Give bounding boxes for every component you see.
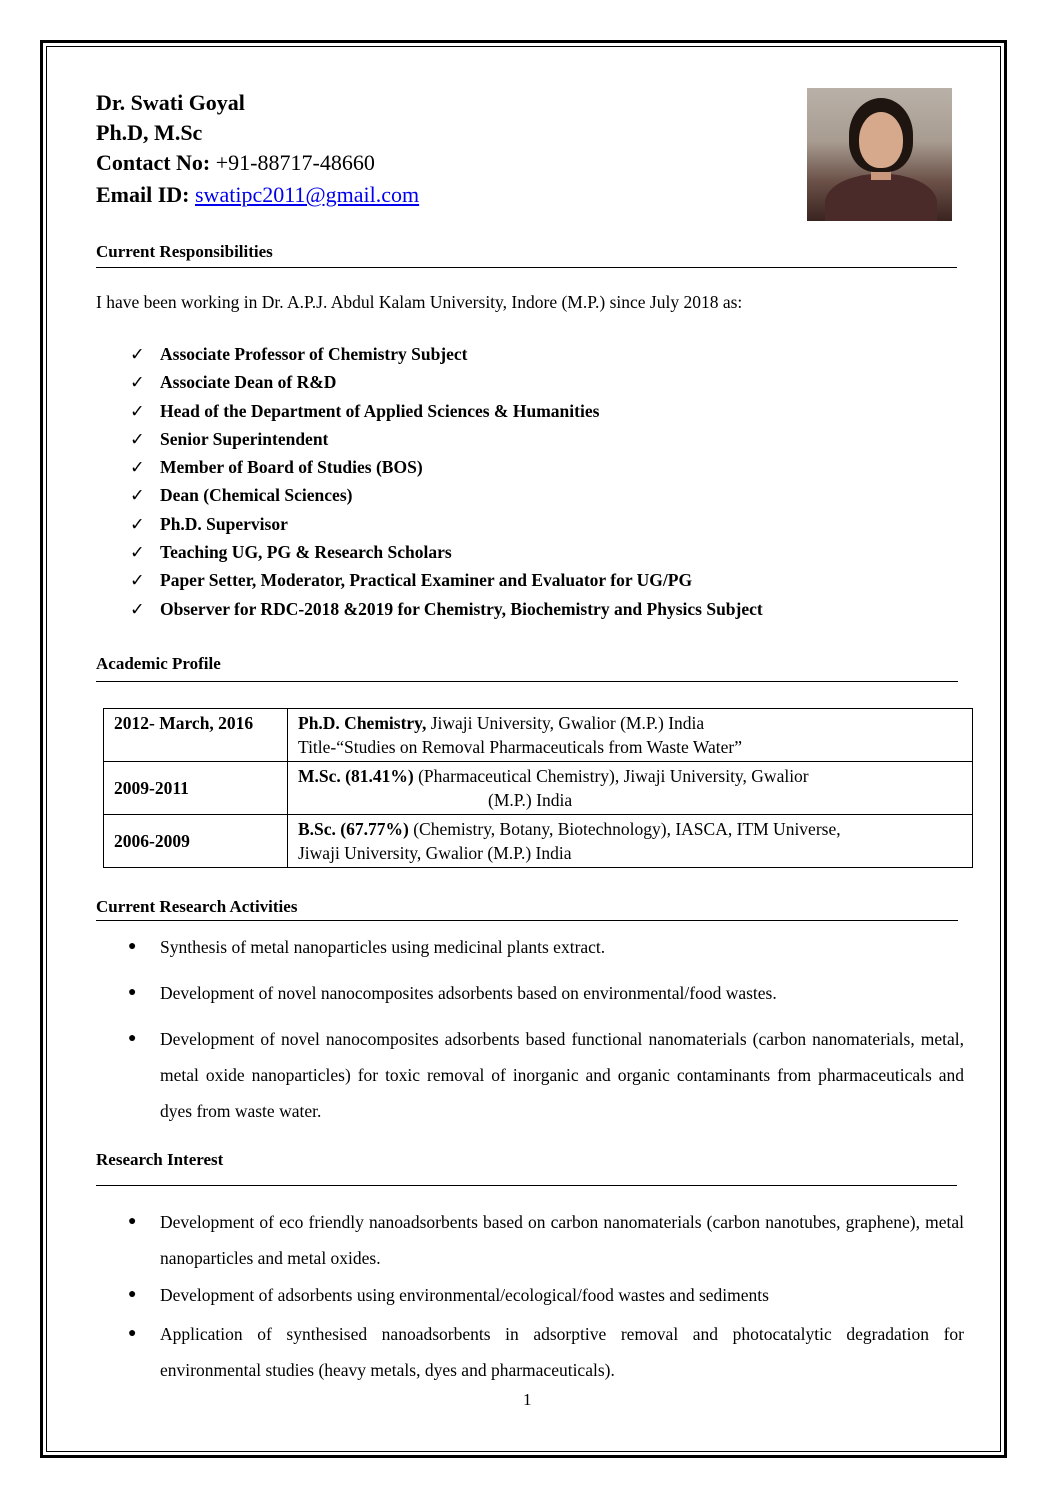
check-icon: ✓: [130, 457, 145, 478]
section-title-academic: Academic Profile: [96, 654, 221, 673]
list-item: ✓ Associate Dean of R&D: [130, 370, 763, 398]
profile-photo: [807, 88, 952, 221]
check-icon: ✓: [130, 598, 145, 619]
list-item: ✓ Observer for RDC-2018 &2019 for Chemistry, Biochemistry and Physics Subject: [130, 597, 763, 625]
page-number: 1: [523, 1390, 532, 1409]
section-rule: [96, 267, 957, 268]
list-item: ✓ Senior Superintendent: [130, 427, 763, 455]
list-item: ● Application of synthesised nanoadsorbents in adsorptive removal and photocatalytic degradation for environmental studies (heavy metals, dyes and pharmaceuticals).: [128, 1316, 964, 1388]
email-link[interactable]: swatipc2011@gmail.com: [195, 182, 420, 207]
name: Dr. Swati Goyal: [96, 90, 245, 115]
list-item: ● Synthesis of metal nanoparticles using medicinal plants extract.: [128, 937, 606, 957]
bullet-icon: ●: [128, 985, 137, 1000]
list-item: ● Development of eco friendly nanoadsorbents based on carbon nanomaterials (carbon nanotubes, graphene), metal nanoparticles and metal oxides.: [128, 1204, 964, 1276]
degree-cell: B.Sc. (67.77%) (Chemistry, Botany, Biotechnology), IASCA, ITM Universe, Jiwaji University, Gwalior (M.P.) India: [288, 815, 973, 868]
check-icon: ✓: [130, 513, 145, 534]
email-line: [96, 180, 419, 210]
bullet-icon: ●: [128, 1326, 137, 1341]
check-icon: ✓: [130, 428, 145, 449]
year-cell: 2012- March, 2016: [104, 709, 288, 762]
bullet-icon: ●: [128, 939, 137, 954]
year-cell: 2009-2011: [104, 762, 288, 815]
table-row: [104, 815, 973, 868]
check-icon: ✓: [130, 372, 145, 393]
contact-value: +91-88717-48660: [210, 150, 375, 175]
research-interest-list: [128, 1204, 964, 1388]
list-item: ✓ Ph.D. Supervisor: [130, 512, 763, 540]
bullet-icon: ●: [128, 1287, 137, 1302]
list-item: ● Development of novel nanocomposites adsorbents based functional nanomaterials (carbon nanomaterials, metal, metal oxide nanoparticles) for toxic removal of inorganic and organic contaminants from pharmaceuticals and dyes from waste water.: [128, 1021, 964, 1129]
email-label: Email ID:: [96, 182, 190, 207]
responsibilities-intro: I have been working in Dr. A.P.J. Abdul Kalam University, Indore (M.P.) since July 2018 as:: [96, 292, 743, 312]
check-icon: ✓: [130, 400, 145, 421]
section-title-responsibilities: Current Responsibilities: [96, 242, 273, 261]
bullet-icon: ●: [128, 1214, 137, 1229]
check-icon: ✓: [130, 570, 145, 591]
list-item: ✓ Paper Setter, Moderator, Practical Examiner and Evaluator for UG/PG: [130, 568, 763, 596]
section-title-research-interest: Research Interest: [96, 1150, 224, 1169]
section-rule: [96, 920, 958, 921]
bullet-icon: ●: [128, 1031, 137, 1046]
contact-label: Contact No:: [96, 150, 211, 175]
degree-cell: M.Sc. (81.41%) (Pharmaceutical Chemistry), Jiwaji University, Gwalior (M.P.) India: [288, 762, 973, 815]
check-icon: ✓: [130, 542, 145, 563]
research-activities-list: [128, 935, 964, 1129]
contact-line: [96, 148, 419, 178]
responsibilities-list: [130, 342, 763, 625]
check-icon: ✓: [130, 344, 145, 364]
academic-table: [103, 708, 973, 868]
degree: Ph.D, M.Sc: [96, 120, 203, 145]
year-cell: 2006-2009: [104, 815, 288, 868]
section-rule: [96, 681, 958, 682]
list-item: ● Development of adsorbents using environmental/ecological/food wastes and sediments: [128, 1280, 964, 1310]
table-row: [104, 762, 973, 815]
list-item: ✓ Member of Board of Studies (BOS): [130, 455, 763, 483]
table-row: [104, 709, 973, 762]
list-item: ✓ Associate Professor of Chemistry Subject: [130, 342, 763, 370]
list-item: ✓ Dean (Chemical Sciences): [130, 483, 763, 511]
degree-cell: Ph.D. Chemistry, Jiwaji University, Gwalior (M.P.) India Title-“Studies on Removal Pharmaceuticals from Waste Water”: [288, 709, 973, 762]
list-item: ● Development of novel nanocomposites adsorbents based on environmental/food wastes.: [128, 983, 777, 1003]
section-title-research-activities: Current Research Activities: [96, 897, 298, 916]
list-item: ✓ Teaching UG, PG & Research Scholars: [130, 540, 763, 568]
check-icon: ✓: [130, 485, 145, 506]
section-rule: [96, 1185, 957, 1186]
header: [96, 88, 419, 210]
list-item: ✓ Head of the Department of Applied Sciences & Humanities: [130, 399, 763, 427]
